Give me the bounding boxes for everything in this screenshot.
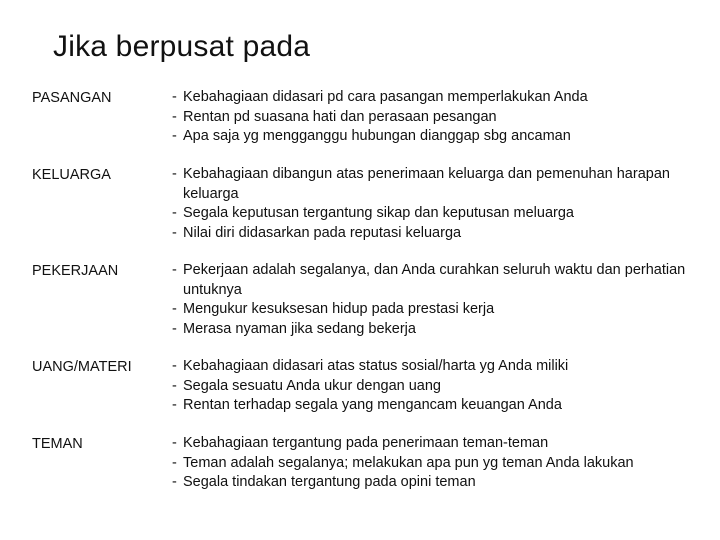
section-label: UANG/MATERI — [32, 359, 132, 375]
list-item: - Kebahagiaan tergantung pada penerimaan teman-teman — [172, 435, 549, 451]
list-item: - Apa saja yg mengganggu hubungan dianggap sbg ancaman — [172, 128, 571, 144]
list-item: - Rentan terhadap segala yang mengancam keuangan Anda — [172, 397, 562, 413]
section-items — [172, 261, 712, 339]
list-item: - Teman adalah segalanya; melakukan apa pun yg teman Anda lakukan — [172, 454, 634, 471]
list-item: - Kebahagiaan didasari atas status sosial/harta yg Anda miliki — [172, 358, 569, 374]
list-item: - Kebahagiaan dibangun atas penerimaan keluarga dan pemenuhan harapan keluarga — [172, 166, 670, 202]
section-items — [172, 357, 712, 416]
list-item: - Nilai diri didasarkan pada reputasi keluarga — [172, 224, 462, 241]
section-label: TEMAN — [32, 436, 83, 452]
section-items — [172, 88, 712, 147]
list-item: - Pekerjaan adalah segalanya, dan Anda curahkan seluruh waktu dan perhatian untuknya — [172, 262, 686, 298]
section-label: KELUARGA — [32, 167, 111, 183]
list-item: - Merasa nyaman jika sedang bekerja — [172, 320, 416, 337]
section-items — [172, 165, 712, 243]
list-item: - Kebahagiaan didasari pd cara pasangan memperlakukan Anda — [172, 89, 588, 105]
list-item: - Segala sesuatu Anda ukur dengan uang — [172, 377, 441, 394]
section-label: PASANGAN — [32, 90, 112, 106]
list-item: - Segala keputusan tergantung sikap dan keputusan meluarga — [172, 205, 574, 221]
page-title: Jika berpusat pada — [53, 30, 311, 63]
section-items — [172, 434, 712, 493]
section-label: PEKERJAAN — [32, 263, 119, 279]
list-item: - Mengukur kesuksesan hidup pada prestasi kerja — [172, 301, 495, 317]
list-item: - Rentan pd suasana hati dan perasaan pesangan — [172, 108, 497, 125]
list-item: - Segala tindakan tergantung pada opini teman — [172, 474, 476, 490]
